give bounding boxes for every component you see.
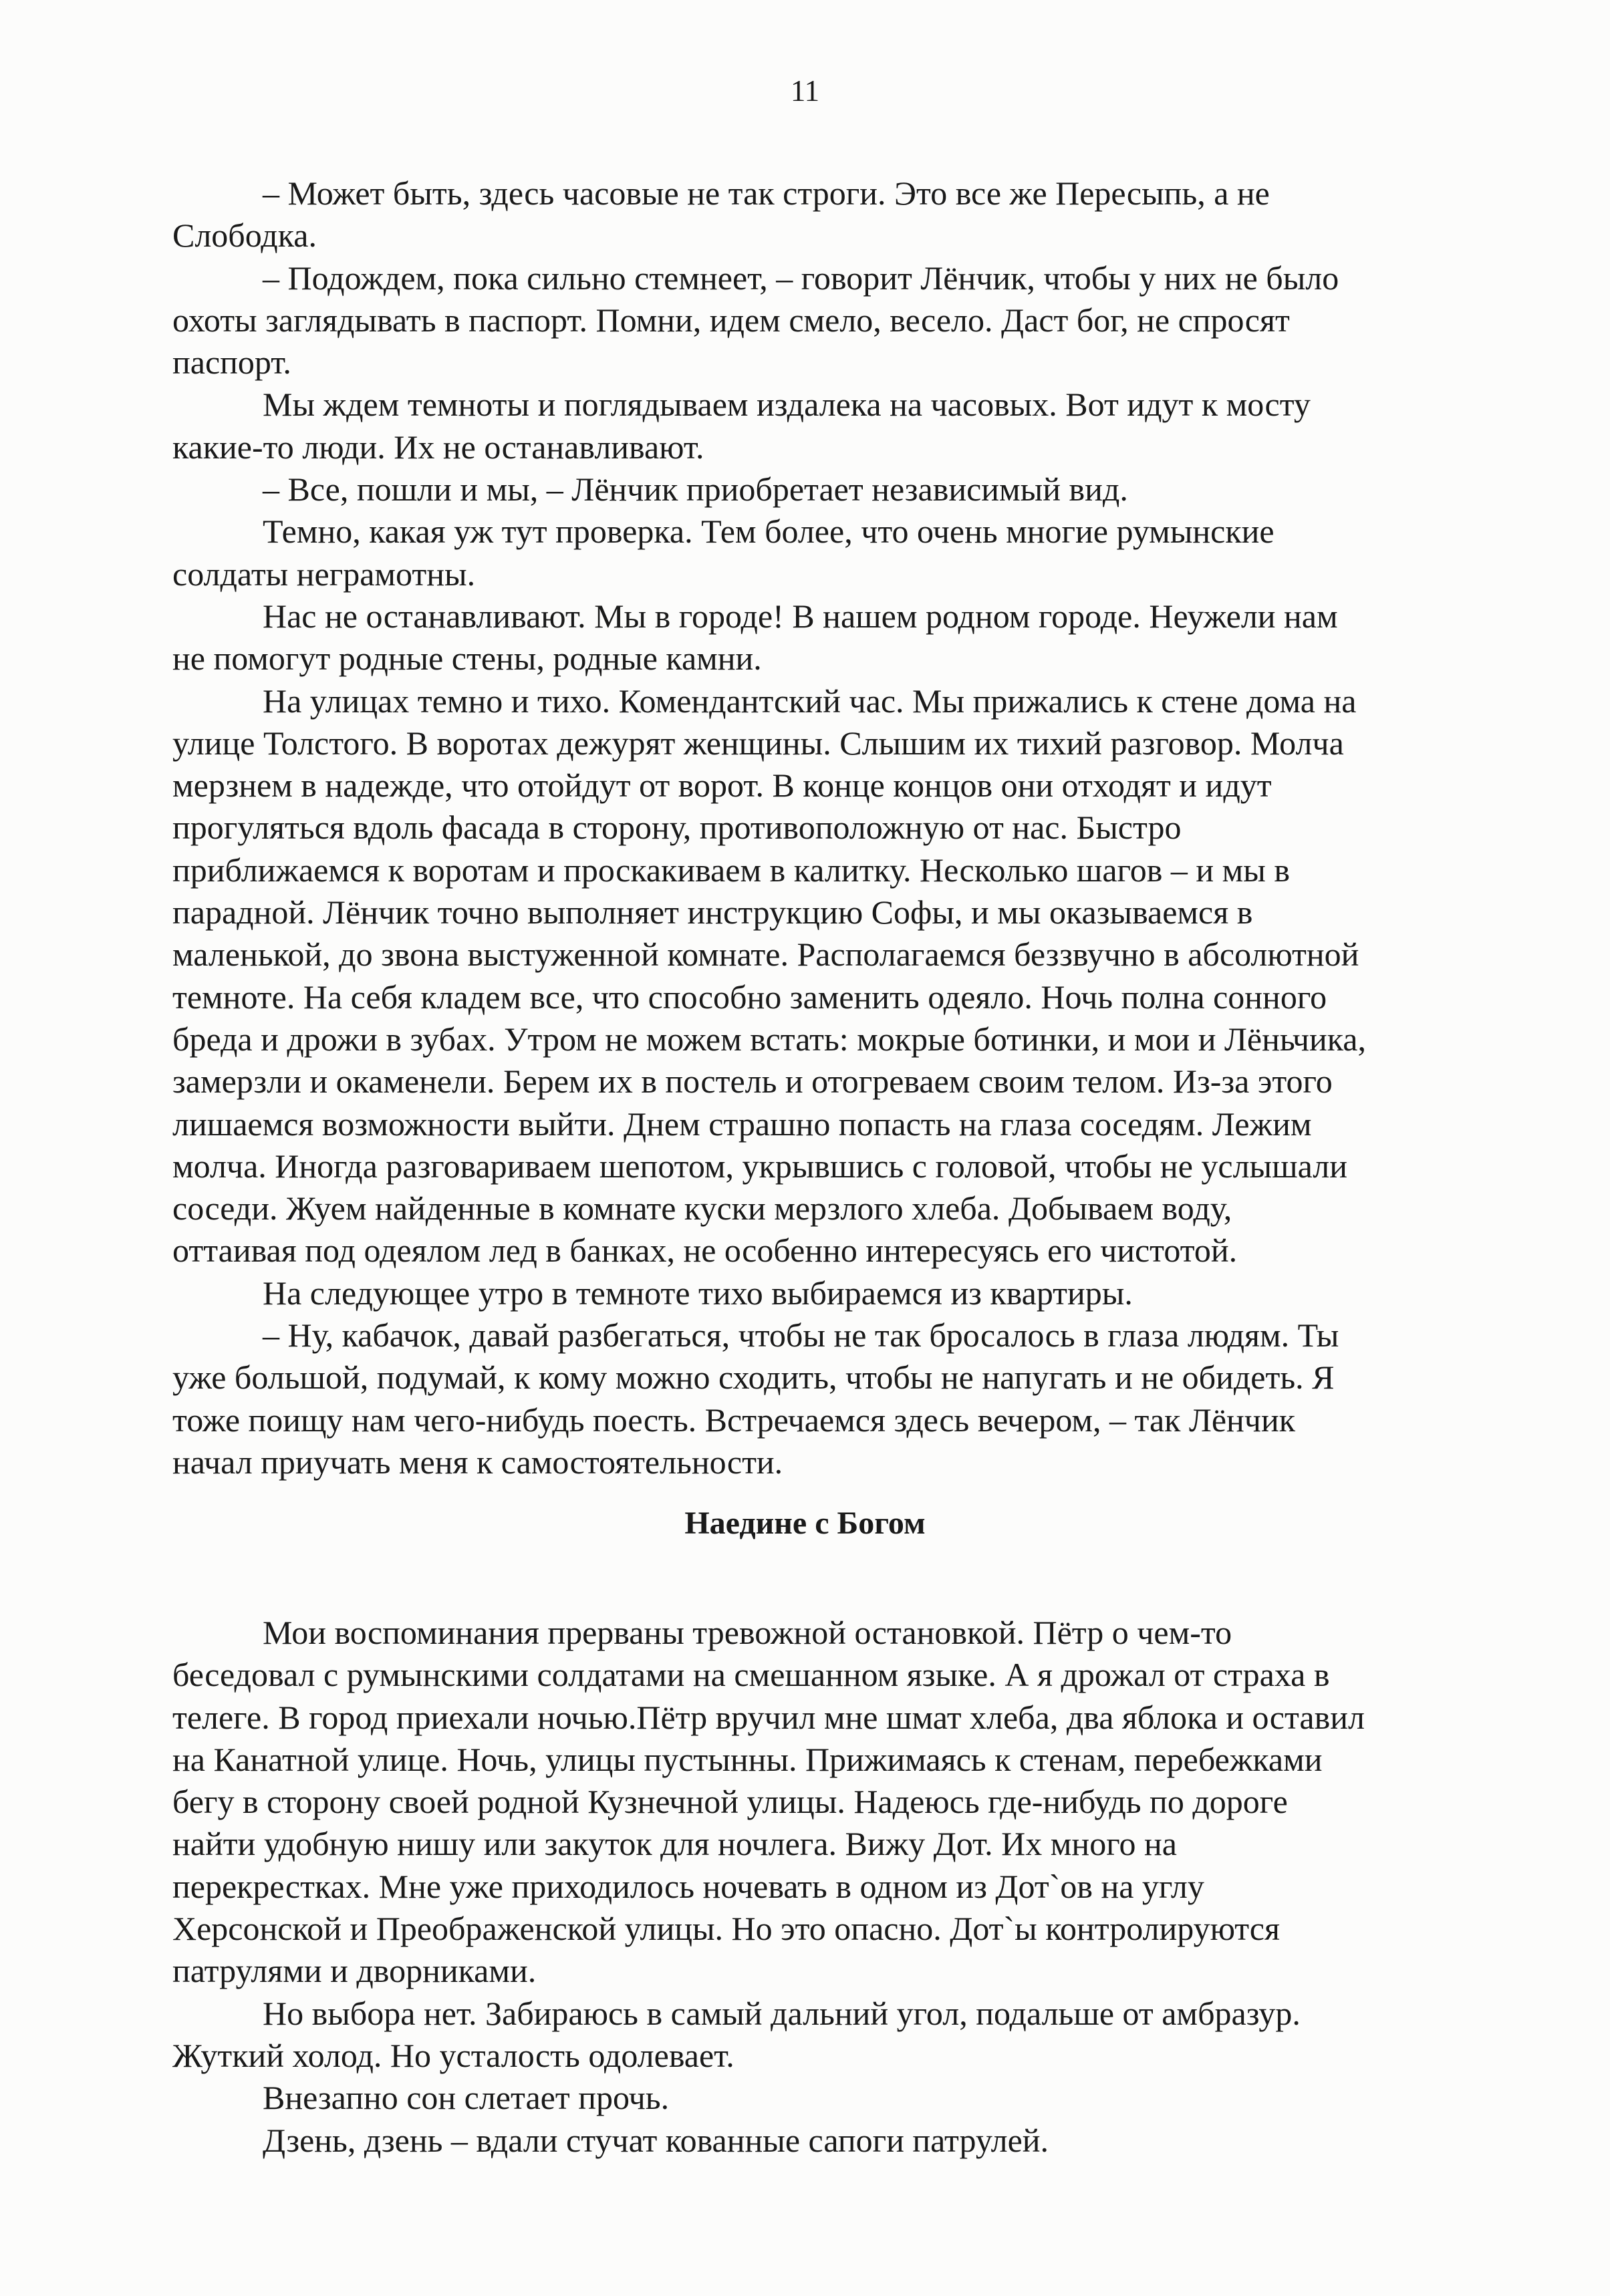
text-line: телеге. В город приехали ночью.Пётр вручил мне шмат хлеба, два яблока и оставил <box>172 1698 1365 1736</box>
text-line: на Канатной улице. Ночь, улицы пустынны. Прижимаясь к стенам, перебежками <box>172 1740 1323 1778</box>
text-line: Внезапно сон слетает прочь. <box>263 2079 670 2117</box>
body-text-part-two <box>172 1612 1442 2162</box>
paragraph <box>172 2077 1442 2119</box>
text-line: Нас не останавливают. Мы в городе! В нашем родном городе. Неужели нам <box>263 597 1338 635</box>
chapter-heading: Наедине с Богом <box>684 1505 926 1541</box>
text-line: начал приучать меня к самостоятельности. <box>172 1443 783 1481</box>
text-line: молча. Иногда разговариваем шепотом, укрывшись с головой, чтобы не услышали <box>172 1147 1347 1185</box>
text-line: Мы ждем темноты и поглядываем издалека на часовых. Вот идут к мосту <box>263 386 1311 424</box>
text-line: маленькой, до звона выстуженной комнате. Располагаемся беззвучно в абсолютной <box>172 936 1359 974</box>
text-line: лишаемся возможности выйти. Днем страшно попасть на глаза соседям. Лежим <box>172 1105 1312 1143</box>
paragraph <box>172 1612 1442 1993</box>
text-line: уже большой, подумай, к кому можно сходить, чтобы не напугать и не обидеть. Я <box>172 1358 1335 1397</box>
text-line: парадной. Лёнчик точно выполняет инструкцию Софы, и мы оказываемся в <box>172 893 1253 931</box>
text-line: какие-то люди. Их не останавливают. <box>172 428 704 466</box>
text-line: прогуляться вдоль фасада в сторону, противоположную от нас. Быстро <box>172 809 1182 847</box>
paragraph <box>172 680 1442 1272</box>
text-line: Мои воспоминания прерваны тревожной остановкой. Пётр о чем-то <box>263 1614 1232 1651</box>
text-line: Херсонской и Преображенской улицы. Но это опасно. Дот`ы контролируются <box>172 1910 1280 1948</box>
paragraph <box>172 511 1442 595</box>
text-line: улице Толстого. В воротах дежурят женщины. Слышим их тихий разговор. Молча <box>172 724 1344 762</box>
text-line: темноте. На себя кладем все, что способно заменить одеяло. Ночь полна сонного <box>172 978 1327 1016</box>
text-line: замерзли и окаменели. Берем их в постель и отогреваем своим телом. Из-за этого <box>172 1062 1333 1101</box>
text-line: Темно, какая уж тут проверка. Тем более, что очень многие румынские <box>263 513 1274 551</box>
text-line: оттаивая под одеялом лед в банках, не особенно интересуясь его чистотой. <box>172 1232 1238 1270</box>
paragraph <box>172 257 1442 384</box>
body-text-part-one <box>172 172 1442 1483</box>
text-line: беседовал с румынскими солдатами на смешанном языке. А я дрожал от страха в <box>172 1656 1330 1694</box>
text-line: найти удобную нишу или закуток для ночлега. Вижу Дот. Их много на <box>172 1825 1177 1863</box>
text-line: Жуткий холод. Но усталость одолевает. <box>172 2036 734 2074</box>
paragraph <box>172 384 1442 468</box>
text-line: мерзнем в надежде, что отойдут от ворот. В конце концов они отходят и идут <box>172 766 1272 805</box>
text-line: – Ну, кабачок, давай разбегаться, чтобы не так бросалось в глаза людям. Ты <box>263 1316 1339 1354</box>
text-line: паспорт. <box>172 343 291 382</box>
text-line: бреда и дрожи в зубах. Утром не можем встать: мокрые ботинки, и мои и Лёньчика, <box>172 1020 1366 1058</box>
page-number: 11 <box>790 74 820 108</box>
text-line: – Может быть, здесь часовые не так строги. Это все же Пересыпь, а не <box>263 174 1270 212</box>
text-line: перекрестках. Мне уже приходилось ночевать в одном из Дот`ов на углу <box>172 1867 1204 1905</box>
text-line: солдаты неграмотны. <box>172 555 476 593</box>
paragraph <box>172 468 1442 511</box>
text-line: тоже поищу нам чего-нибудь поесть. Встречаемся здесь вечером, – так Лёнчик <box>172 1401 1296 1439</box>
paragraph <box>172 1272 1442 1314</box>
text-line: Дзень, дзень – вдали стучат кованные сапоги патрулей. <box>263 2121 1049 2159</box>
paragraph <box>172 595 1442 680</box>
text-line: Слободка. <box>172 217 317 255</box>
text-line: бегу в сторону своей родной Кузнечной улицы. Надеюсь где-нибудь по дороге <box>172 1783 1288 1821</box>
text-line: На улицах темно и тихо. Комендантский час. Мы прижались к стене дома на <box>263 682 1357 720</box>
paragraph <box>172 1993 1442 2077</box>
text-line: – Подождем, пока сильно стемнеет, – говорит Лёнчик, чтобы у них не было <box>263 259 1339 297</box>
paragraph <box>172 2120 1442 2162</box>
text-line: патрулями и дворниками. <box>172 1952 537 1990</box>
text-line: – Все, пошли и мы, – Лёнчик приобретает независимый вид. <box>263 470 1128 509</box>
paragraph <box>172 172 1442 257</box>
text-line: приближаемся к воротам и проскакиваем в калитку. Несколько шагов – и мы в <box>172 851 1290 889</box>
text-line: На следующее утро в темноте тихо выбираемся из квартиры. <box>263 1274 1133 1312</box>
paragraph <box>172 1314 1442 1483</box>
text-line: охоты заглядывать в паспорт. Помни, идем смело, весело. Даст бог, не спросят <box>172 301 1290 339</box>
text-line: не помогут родные стены, родные камни. <box>172 639 762 678</box>
text-line: соседи. Жуем найденные в комнате куски мерзлого хлеба. Добываем воду, <box>172 1189 1232 1228</box>
text-line: Но выбора нет. Забираюсь в самый дальний угол, подальше от амбразур. <box>263 1994 1301 2032</box>
